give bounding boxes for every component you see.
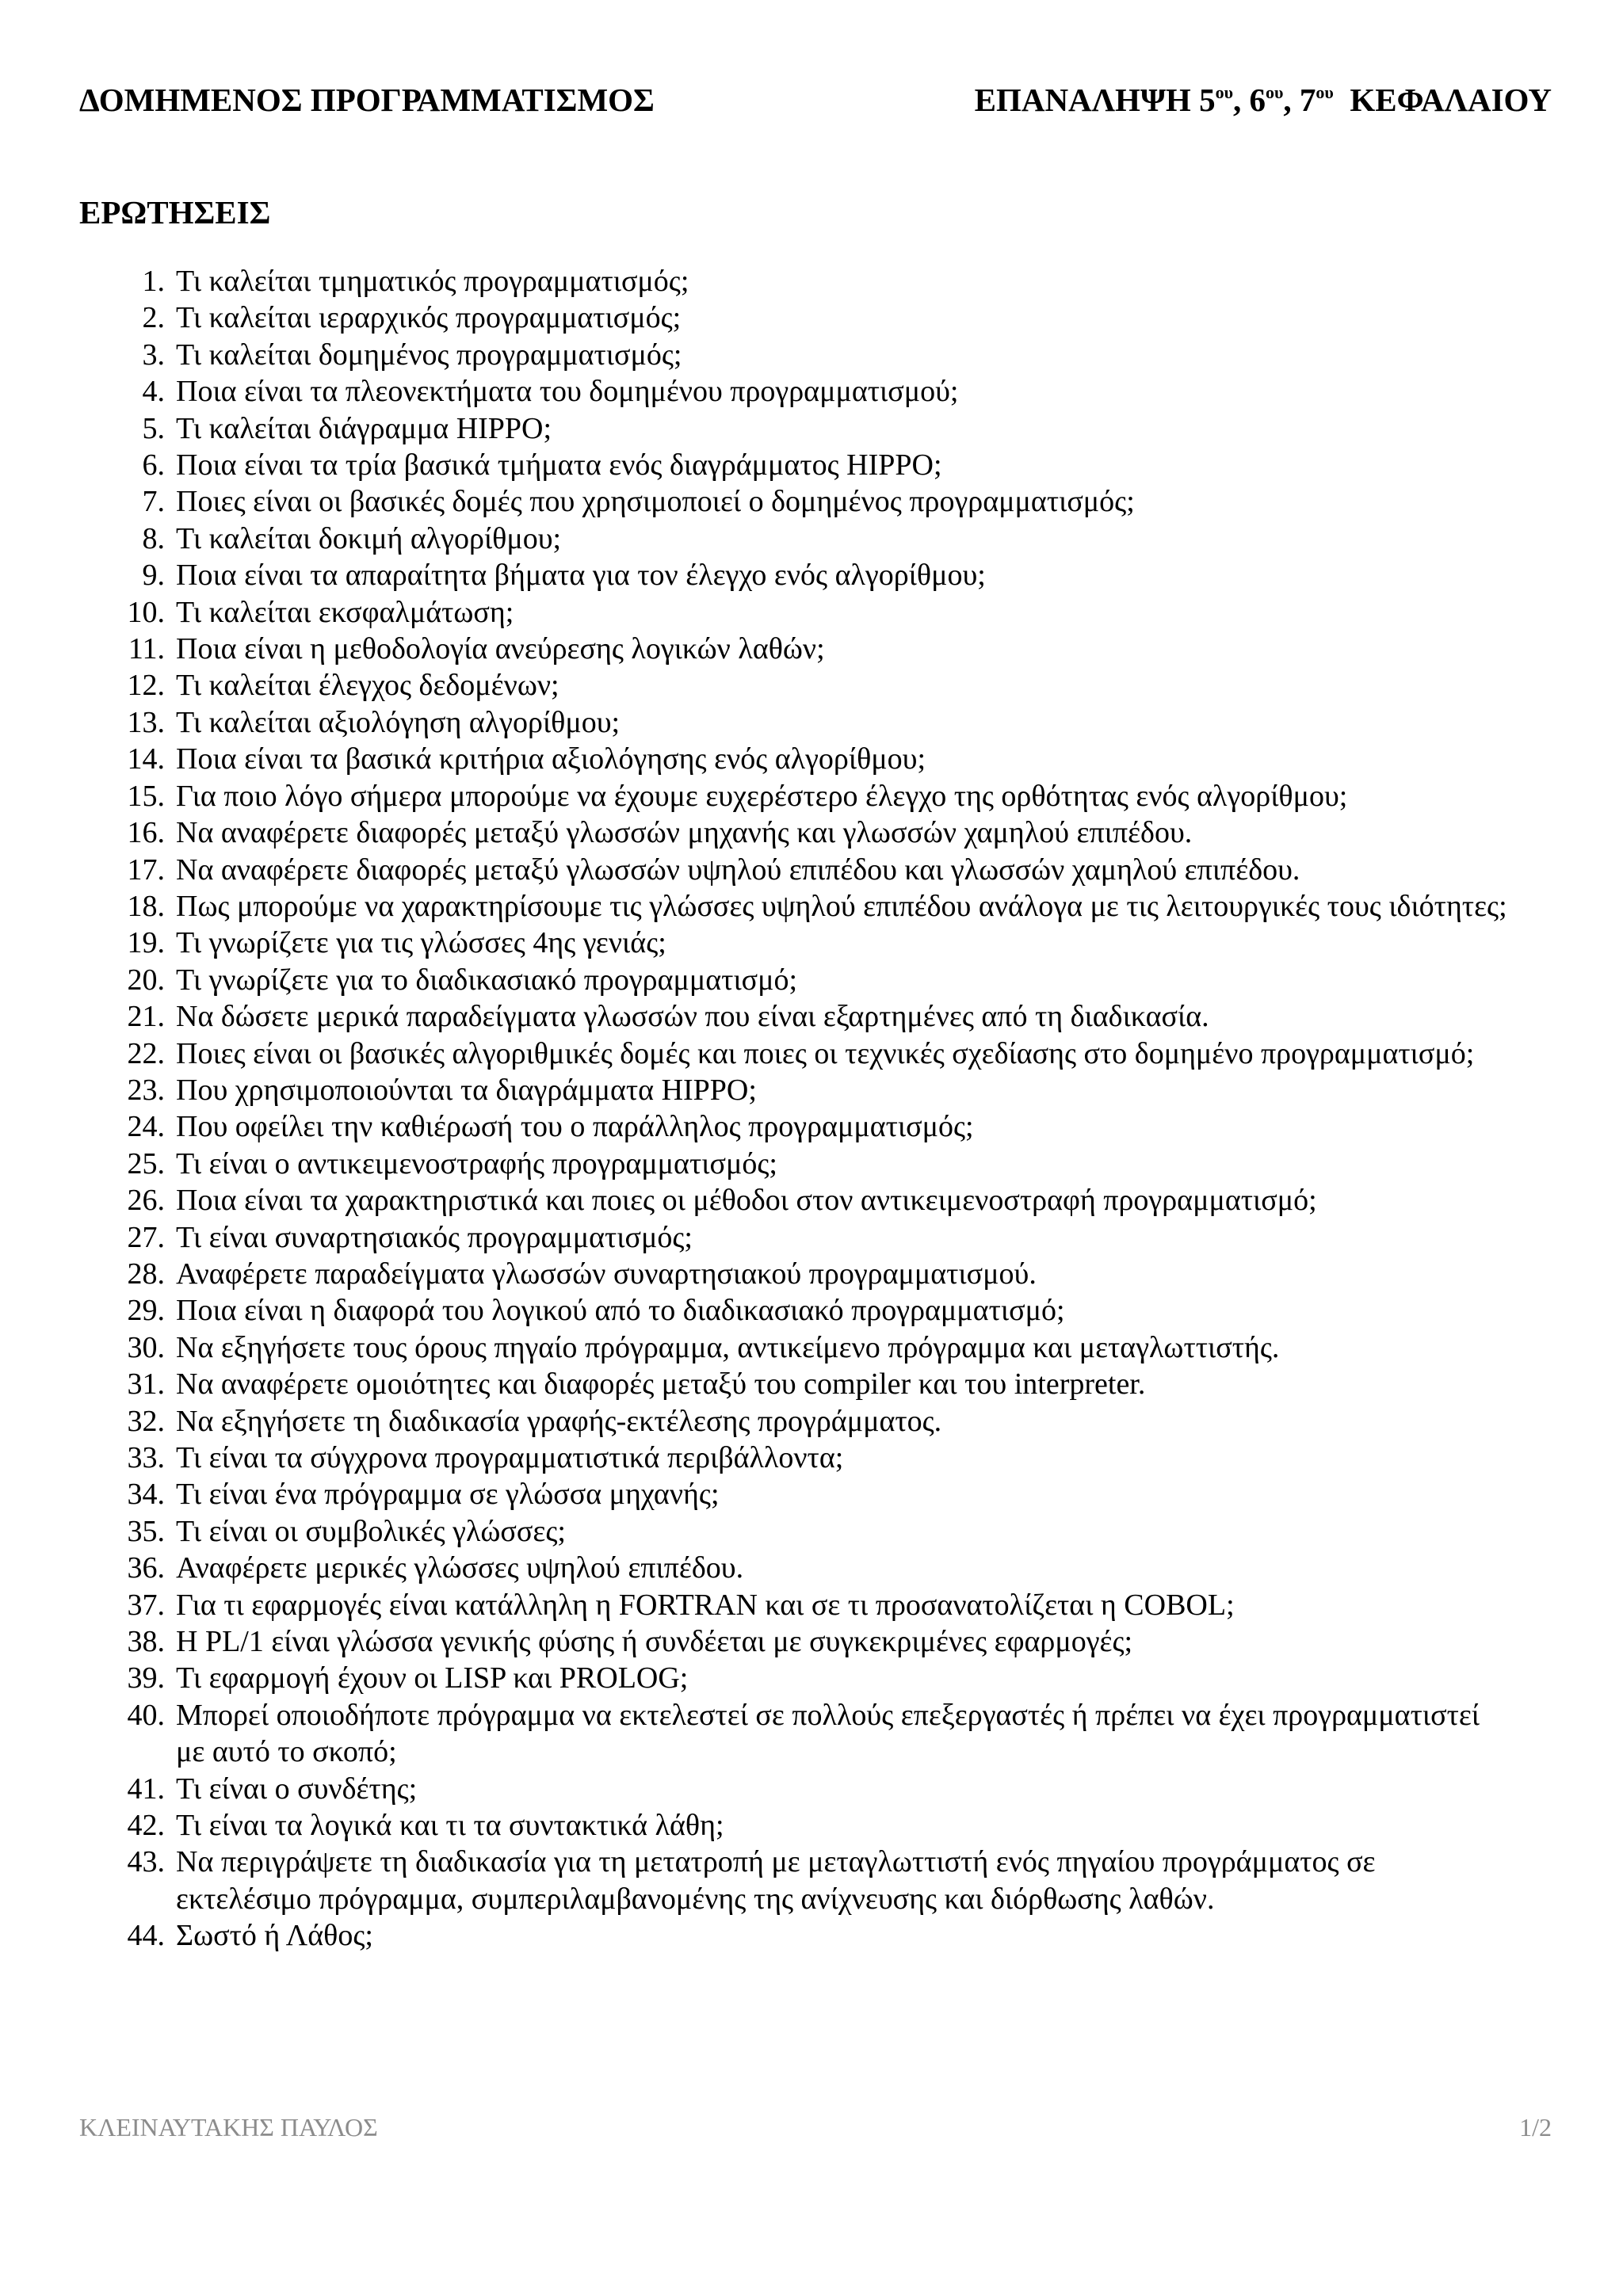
question-number: 12. [127,669,165,703]
question-number: 5. [142,411,165,445]
section-title: ΕΡΩΤΗΣΕΙΣ [79,194,271,231]
question-text: Τι εφαρμογή έχουν οι LISP και PROLOG; [176,1661,689,1695]
question-item [0,1182,1507,1219]
question-number: 25. [127,1146,165,1180]
question-number: 38. [127,1625,165,1659]
question-text: Ποιες είναι οι βασικές αλγοριθμικές δομές και ποιες οι τεχνικές σχεδίασης στο δομημένο προγραμματισμό; [176,1036,1475,1070]
question-text: Να περιγράψετε τη διαδικασία για τη μετατροπή με μεταγλωττιστή ενός πηγαίου προγράμματος σε εκτελέσιμο πρόγραμμα, συμπεριλαμβανομένης της ανίχνευσης και διόρθωσης λαθών. [176,1845,1376,1916]
question-number: 44. [127,1919,165,1953]
question-number: 27. [127,1220,165,1254]
question-item [0,483,1507,520]
question-text: Για τι εφαρμογές είναι κατάλληλη η FORTRAN και σε τι προσανατολίζεται η COBOL; [176,1588,1235,1622]
question-number: 22. [127,1036,165,1070]
question-number: 36. [127,1551,165,1585]
question-item [0,1587,1507,1623]
question-number: 2. [142,301,165,335]
question-number: 10. [127,595,165,629]
question-item [0,998,1507,1035]
question-text: Ποια είναι η μεθοδολογία ανεύρεσης λογικών λαθών; [176,632,825,666]
author-name: ΚΛΕΙΝΑΥΤΑΚΗΣ ΠΑΥΛΟΣ [79,2113,378,2142]
question-item [0,1146,1507,1182]
question-text: Να εξηγήσετε τη διαδικασία γραφής-εκτέλεσης προγράμματος. [176,1404,942,1438]
question-text: Ποιες είναι οι βασικές δομές που χρησιμοποιεί ο δομημένος προγραμματισμός; [176,485,1135,519]
ordinal-suffix: ου [1215,82,1233,102]
question-text: Ποια είναι τα τρία βασικά τμήματα ενός διαγράμματος HIPPO; [176,448,942,482]
question-item [0,1108,1507,1145]
question-text: Τι καλείται δοκιμή αλγορίθμου; [176,521,562,555]
question-item [0,667,1507,704]
question-number: 11. [128,632,165,666]
question-number: 30. [127,1330,165,1364]
question-text: Τι καλείται εκσφαλμάτωση; [176,595,514,629]
question-item [0,1476,1507,1512]
ordinal-suffix: ου [1265,82,1284,102]
question-number: 23. [127,1073,165,1107]
question-item [0,631,1507,667]
question-number: 29. [127,1294,165,1328]
question-number: 13. [127,705,165,739]
question-number: 6. [142,448,165,482]
question-item [0,852,1507,888]
question-item [0,704,1507,741]
question-number: 1. [142,265,165,298]
question-item [0,447,1507,483]
question-text: Αναφέρετε μερικές γλώσσες υψηλού επιπέδου. [176,1551,744,1585]
question-text: Τι καλείται διάγραμμα HIPPO; [176,411,552,445]
question-item [0,299,1507,336]
question-item [0,1440,1507,1476]
page-footer [79,2107,1552,2147]
question-number: 41. [127,1772,165,1806]
chapters-word: ΚΕΦΑΛΑΙΟΥ [1350,82,1552,118]
question-item [0,1771,1507,1807]
question-text: Ποια είναι τα χαρακτηριστικά και ποιες οι μέθοδοι στον αντικειμενοστραφή προγραμματισμό; [176,1184,1317,1218]
question-item [0,410,1507,447]
question-text: Τι καλείται αξιολόγηση αλγορίθμου; [176,705,621,739]
separator: , [1232,82,1250,118]
question-item [0,1550,1507,1586]
page-number: 1/2 [1519,2113,1552,2142]
question-number: 35. [127,1514,165,1548]
question-text: Μπορεί οποιοδήποτε πρόγραμμα να εκτελεστεί σε πολλούς επεξεργαστές ή πρέπει να έχει προγραμματιστεί με αυτό το σκοπό; [176,1698,1480,1769]
question-text: Ποια είναι τα απαραίτητα βήματα για τον έλεγχο ενός αλγορίθμου; [176,559,986,593]
question-text: Τι είναι ένα πρόγραμμα σε γλώσσα μηχανής; [176,1478,720,1512]
question-text: Τι είναι τα λογικά και τι τα συντακτικά λάθη; [176,1809,724,1843]
question-text: Τι καλείται δομημένος προγραμματισμός; [176,338,682,372]
separator: , [1283,82,1300,118]
question-item [0,521,1507,557]
question-text: Τι καλείται έλεγχος δεδομένων; [176,669,559,703]
question-number: 32. [127,1404,165,1438]
question-number: 39. [127,1661,165,1695]
page-header [79,76,1552,124]
question-item [0,1917,1507,1954]
question-number: 40. [127,1698,165,1732]
question-item [0,962,1507,998]
question-item [0,1623,1507,1660]
question-number: 8. [142,521,165,555]
questions-list [0,263,1623,1955]
question-text: Αναφέρετε παραδείγματα γλωσσών συναρτησιακού προγραμματισμού. [176,1257,1037,1291]
question-item [0,337,1507,373]
question-item [0,1403,1507,1440]
question-item [0,1292,1507,1329]
question-number: 24. [127,1110,165,1144]
question-item [0,1219,1507,1256]
course-title: ΔΟΜΗΜΕΝΟΣ ΠΡΟΓΡΑΜΜΑΤΙΣΜΟΣ [79,82,655,118]
question-item [0,1844,1507,1917]
question-number: 4. [142,375,165,409]
question-text: Τι καλείται τμηματικός προγραμματισμός; [176,265,689,298]
question-number: 15. [127,779,165,813]
question-number: 20. [127,963,165,997]
question-text: Η PL/1 είναι γλώσσα γενικής φύσης ή συνδέεται με συγκεκριμένες εφαρμογές; [176,1625,1133,1659]
question-item [0,814,1507,851]
question-item [0,1660,1507,1696]
question-item [0,557,1507,593]
question-number: 31. [127,1367,165,1402]
question-item [0,1513,1507,1550]
question-number: 17. [127,852,165,887]
chapter-number: 6 [1249,82,1266,118]
question-item [0,1366,1507,1402]
question-text: Να δώσετε μερικά παραδείγματα γλωσσών που είναι εξαρτημένες από τη διαδικασία. [176,1000,1209,1034]
question-number: 3. [142,338,165,372]
review-title [975,76,1552,124]
question-number: 37. [127,1588,165,1622]
question-number: 28. [127,1257,165,1291]
question-item [0,1807,1507,1844]
question-text: Που χρησιμοποιούνται τα διαγράμματα HIPPO; [176,1073,757,1107]
question-text: Τι γνωρίζετε για το διαδικασιακό προγραμματισμό; [176,963,798,997]
question-item [0,888,1507,925]
question-number: 7. [142,485,165,519]
question-number: 21. [127,1000,165,1034]
question-text: Ποια είναι τα βασικά κριτήρια αξιολόγησης ενός αλγορίθμου; [176,742,926,776]
question-text: Για ποιο λόγο σήμερα μπορούμε να έχουμε ευχερέστερο έλεγχο της ορθότητας ενός αλγορίθμου; [176,779,1348,813]
question-number: 19. [127,926,165,960]
question-item [0,373,1507,410]
review-prefix: ΕΠΑΝΑΛΗΨΗ [974,82,1200,118]
question-text: Ποια είναι η διαφορά του λογικού από το διαδικασιακό προγραμματισμό; [176,1294,1065,1328]
question-text: Σωστό ή Λάθος; [176,1919,373,1953]
question-text: Πως μπορούμε να χαρακτηρίσουμε τις γλώσσες υψηλού επιπέδου ανάλογα με τις λειτουργικές τους ιδιότητες; [176,889,1507,923]
question-item [0,594,1507,631]
question-item [0,263,1507,299]
question-text: Τι είναι συναρτησιακός προγραμματισμός; [176,1220,693,1254]
question-number: 14. [127,742,165,776]
question-text: Τι είναι τα σύγχρονα προγραμματιστικά περιβάλλοντα; [176,1441,844,1474]
question-number: 18. [127,889,165,923]
question-number: 34. [127,1478,165,1512]
chapter-number: 7 [1299,82,1316,118]
question-item [0,1697,1507,1771]
question-item [0,1329,1507,1366]
question-text: Να αναφέρετε διαφορές μεταξύ γλωσσών υψηλού επιπέδου και γλωσσών χαμηλού επιπέδου. [176,852,1300,887]
question-number: 33. [127,1441,165,1474]
question-text: Τι γνωρίζετε για τις γλώσσες 4ης γενιάς; [176,926,666,960]
question-text: Να αναφέρετε ομοιότητες και διαφορές μεταξύ του compiler και του interpreter. [176,1367,1146,1402]
question-text: Που οφείλει την καθιέρωσή του ο παράλληλος προγραμματισμός; [176,1110,974,1144]
question-item [0,741,1507,777]
question-number: 42. [127,1809,165,1843]
chapter-number: 5 [1199,82,1216,118]
question-item [0,925,1507,961]
question-text: Τι καλείται ιεραρχικός προγραμματισμός; [176,301,682,335]
question-text: Να αναφέρετε διαφορές μεταξύ γλωσσών μηχανής και γλωσσών χαμηλού επιπέδου. [176,816,1193,850]
question-item [0,1035,1507,1072]
question-number: 16. [127,816,165,850]
question-text: Να εξηγήσετε τους όρους πηγαίο πρόγραμμα, αντικείμενο πρόγραμμα και μεταγλωττιστής. [176,1330,1280,1364]
question-text: Τι είναι ο αντικειμενοστραφής προγραμματισμός; [176,1146,777,1180]
question-text: Ποια είναι τα πλεονεκτήματα του δομημένου προγραμματισμού; [176,375,959,409]
question-number: 26. [127,1184,165,1218]
question-item [0,1072,1507,1108]
question-text: Τι είναι ο συνδέτης; [176,1772,418,1806]
question-text: Τι είναι οι συμβολικές γλώσσες; [176,1514,566,1548]
question-number: 9. [142,559,165,593]
question-number: 43. [127,1845,165,1879]
question-item [0,778,1507,814]
ordinal-suffix: ου [1316,82,1334,102]
question-item [0,1256,1507,1292]
